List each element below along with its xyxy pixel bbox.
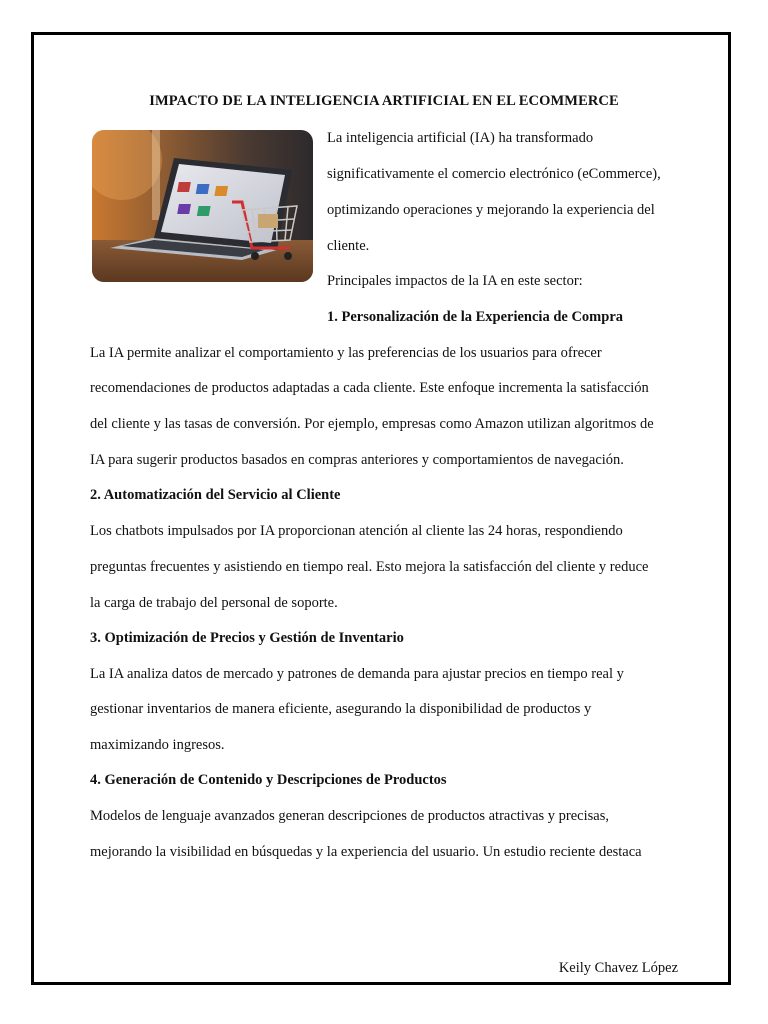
intro-line: optimizando operaciones y mejorando la experiencia del [327, 202, 655, 218]
intro-line: La inteligencia artificial (IA) ha transformado [327, 130, 594, 146]
paragraph-line: la carga de trabajo del personal de soporte. [90, 595, 338, 611]
paragraph-line: preguntas frecuentes y asistiendo en tiempo real. Esto mejora la satisfacción del cliente y reduce [90, 559, 649, 575]
intro-line: Principales impactos de la IA en este sector: [327, 273, 583, 289]
section-heading: 2. Automatización del Servicio al Cliente [90, 487, 341, 503]
laptop-shopping-cart-photo [92, 130, 313, 282]
paragraph-line: del cliente y las tasas de conversión. Por ejemplo, empresas como Amazon utilizan algoritmos de [90, 416, 654, 432]
section-heading: 3. Optimización de Precios y Gestión de Inventario [90, 630, 404, 646]
paragraph-line: Modelos de lenguaje avanzados generan descripciones de productos atractivas y precisas, [90, 808, 609, 824]
author-name: Keily Chavez López [558, 960, 678, 976]
paragraph-line: La IA permite analizar el comportamiento y las preferencias de los usuarios para ofrecer [90, 345, 602, 361]
paragraph-line: recomendaciones de productos adaptadas a cada cliente. Este enfoque incrementa la satisfacción [90, 380, 649, 396]
section-heading: 1. Personalización de la Experiencia de Compra [327, 309, 624, 325]
document-title: IMPACTO DE LA INTELIGENCIA ARTIFICIAL EN EL ECOMMERCE [149, 93, 619, 109]
intro-line: significativamente el comercio electrónico (eCommerce), [327, 166, 661, 182]
paragraph-line: gestionar inventarios de manera eficiente, asegurando la disponibilidad de productos y [90, 701, 592, 717]
section-heading: 4. Generación de Contenido y Descripciones de Productos [90, 772, 447, 788]
paragraph-line: La IA analiza datos de mercado y patrones de demanda para ajustar precios en tiempo real y [90, 666, 624, 682]
intro-line: cliente. [327, 238, 370, 254]
paragraph-line: maximizando ingresos. [90, 737, 225, 753]
paragraph-line: mejorando la visibilidad en búsquedas y la experiencia del usuario. Un estudio reciente destaca [90, 844, 642, 860]
paragraph-line: IA para sugerir productos basados en compras anteriores y comportamientos de navegación. [90, 452, 624, 468]
paragraph-line: Los chatbots impulsados por IA proporcionan atención al cliente las 24 horas, respondiendo [90, 523, 623, 539]
